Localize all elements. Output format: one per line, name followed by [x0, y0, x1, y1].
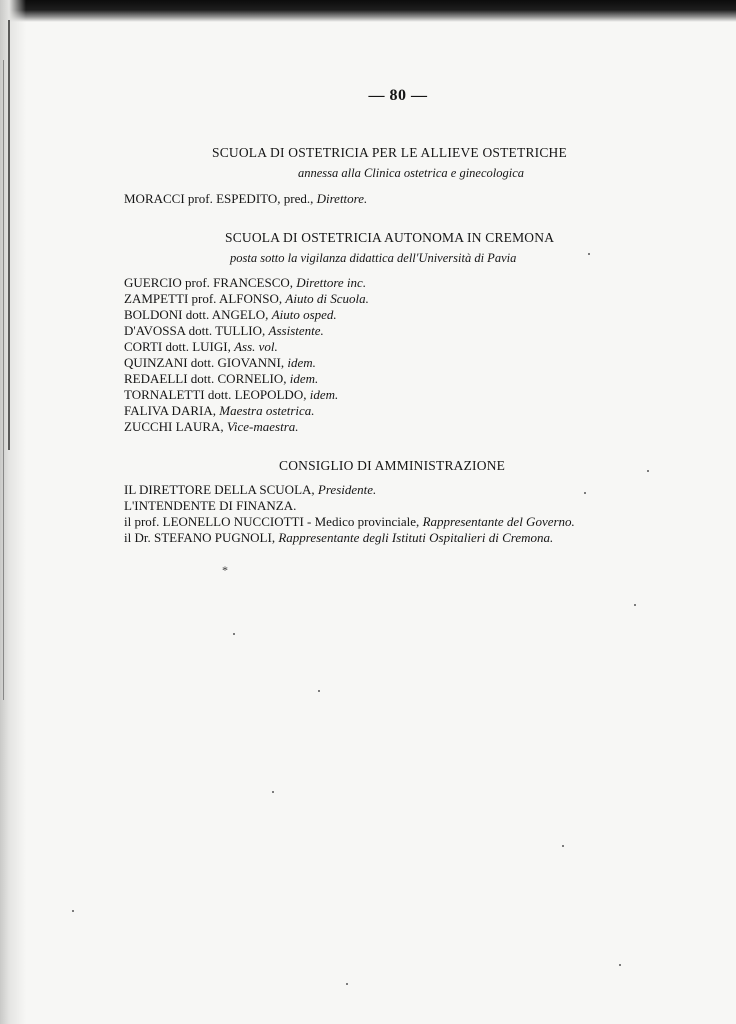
- section-title-scuola-ostetricia: SCUOLA DI OSTETRICIA PER LE ALLIEVE OSTETRICHE: [212, 145, 567, 160]
- entry-name: IL DIRETTORE DELLA SCUOLA,: [124, 482, 318, 497]
- entry-line: [124, 482, 376, 498]
- entry-name: REDAELLI dott. CORNELIO,: [124, 371, 290, 386]
- section-subtitle-scuola-cremona: posta sotto la vigilanza didattica dell'Università di Pavia: [230, 251, 517, 265]
- entry-role: Maestra ostetrica.: [219, 403, 315, 418]
- scan-top-edge: [0, 0, 736, 22]
- scan-speck: [647, 470, 649, 472]
- entry-role: Rappresentante degli Istituti Ospitalieri di Cremona.: [278, 530, 554, 545]
- entry-name: MORACCI prof. ESPEDITO, pred.,: [124, 191, 317, 206]
- entry-name: il Dr. STEFANO PUGNOLI,: [124, 530, 279, 545]
- entry-role: Ass. vol.: [234, 339, 278, 354]
- entry-role: Aiuto di Scuola.: [285, 291, 369, 306]
- entry-line: [124, 498, 296, 514]
- scan-speck: [272, 791, 274, 793]
- entry-line: [124, 275, 366, 291]
- entry-name: CORTI dott. LUIGI,: [124, 339, 235, 354]
- entry-line: [124, 323, 324, 339]
- entry-role: Rappresentante del Governo.: [422, 514, 575, 529]
- entry-line: [124, 419, 299, 435]
- scan-speck: [233, 633, 235, 635]
- scan-speck: [346, 983, 348, 985]
- scan-binding-line-secondary: [3, 60, 4, 700]
- entry-role: Presidente.: [317, 482, 377, 497]
- scan-binding-line: [8, 20, 10, 450]
- entry-role: Direttore inc.: [296, 275, 367, 290]
- scan-speck: [318, 690, 320, 692]
- section-title-scuola-cremona: SCUOLA DI OSTETRICIA AUTONOMA IN CREMONA: [225, 230, 555, 245]
- entry-role: idem.: [289, 371, 319, 386]
- entry-role: idem.: [287, 355, 316, 370]
- page-number: — 80 —: [368, 87, 428, 104]
- asterisk-mark: *: [222, 563, 228, 577]
- entry-line: [124, 371, 318, 387]
- scan-speck: [72, 910, 74, 912]
- entry-name: GUERCIO prof. FRANCESCO,: [124, 275, 297, 290]
- scan-speck: [588, 253, 590, 255]
- scan-speck: [584, 492, 586, 494]
- scan-speck: [562, 845, 564, 847]
- entry-line: [124, 339, 278, 355]
- entry-name: ZAMPETTI prof. ALFONSO,: [124, 291, 286, 306]
- entry-name: BOLDONI dott. ANGELO,: [124, 307, 272, 322]
- section-title-consiglio: CONSIGLIO DI AMMINISTRAZIONE: [279, 458, 506, 473]
- entry-role: Aiuto osped.: [271, 307, 337, 322]
- entry-line: [124, 403, 315, 419]
- entry-name: L'INTENDENTE DI FINANZA.: [124, 498, 297, 513]
- section-subtitle-scuola-ostetricia: annessa alla Clinica ostetrica e ginecologica: [298, 166, 525, 180]
- entry-line: [124, 387, 338, 403]
- entry-role: Direttore.: [316, 191, 368, 206]
- entry-name: QUINZANI dott. GIOVANNI,: [124, 355, 288, 370]
- entry-name: ZUCCHI LAURA,: [124, 419, 227, 434]
- entry-name: il prof. LEONELLO NUCCIOTTI - Medico provinciale,: [124, 514, 423, 529]
- entry-role: Vice-maestra.: [226, 419, 299, 434]
- entry-name: FALIVA DARIA,: [124, 403, 220, 418]
- scan-speck: [634, 604, 636, 606]
- entry-line: [124, 530, 553, 546]
- entry-name: TORNALETTI dott. LEOPOLDO,: [124, 387, 310, 402]
- entry-line: [124, 355, 316, 371]
- entry-line: [124, 191, 367, 207]
- entry-line: [124, 291, 369, 307]
- scan-speck: [619, 964, 621, 966]
- entry-name: D'AVOSSA dott. TULLIO,: [124, 323, 269, 338]
- entry-line: [124, 307, 337, 323]
- entry-role: idem.: [309, 387, 339, 402]
- entry-role: Assistente.: [268, 323, 324, 338]
- entry-line: [124, 514, 575, 530]
